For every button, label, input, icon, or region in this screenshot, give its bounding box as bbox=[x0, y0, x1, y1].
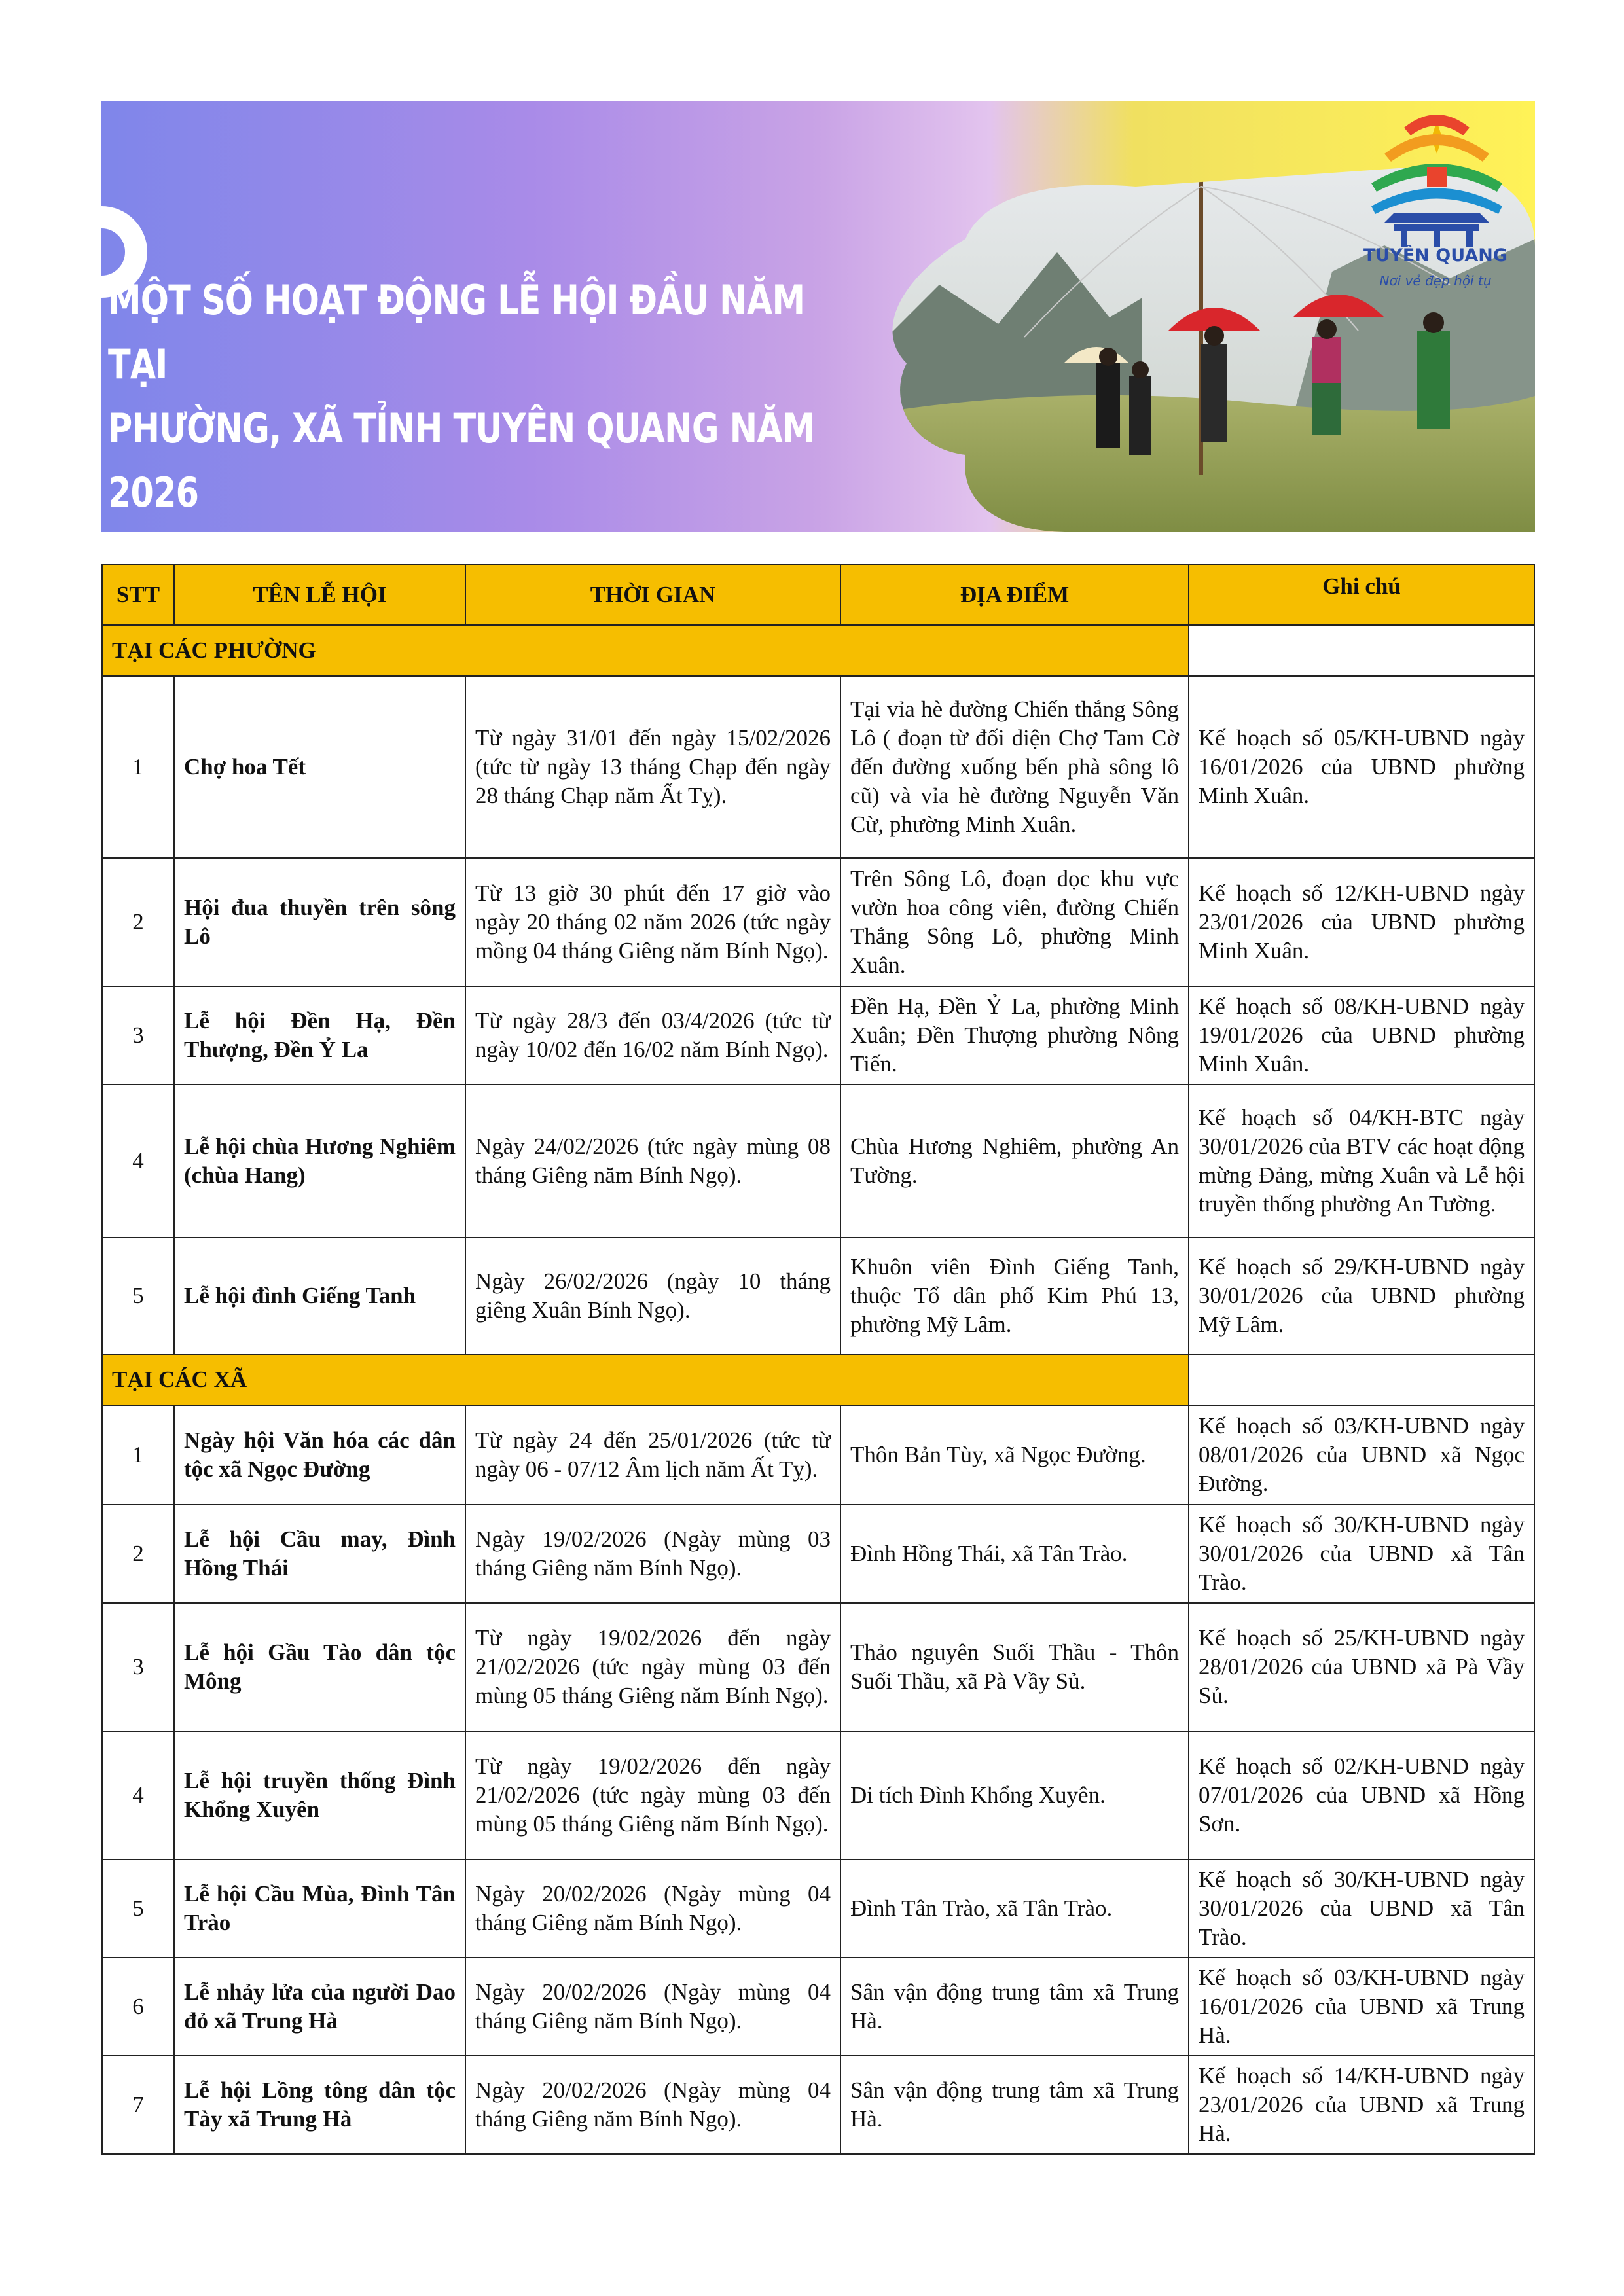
title-line-1: MỘT SỐ HOẠT ĐỘNG LỄ HỘI ĐẦU NĂM TẠI bbox=[108, 276, 805, 388]
table-row bbox=[102, 2056, 1534, 2154]
logo-slogan: Nơi vẻ đẹp hội tụ bbox=[1379, 273, 1492, 289]
row-time: Từ ngày 19/02/2026 đến ngày 21/02/2026 (tức ngày mùng 03 đến mùng 05 tháng Giêng năm Bính Ngọ). bbox=[465, 1603, 840, 1731]
table-row bbox=[102, 1603, 1534, 1731]
row-stt: 5 bbox=[102, 1238, 174, 1354]
row-festival-name: Chợ hoa Tết bbox=[174, 676, 465, 858]
section-empty-cell bbox=[1189, 625, 1534, 676]
row-time: Ngày 26/02/2026 (ngày 10 tháng giêng Xuân Bính Ngọ). bbox=[465, 1238, 840, 1354]
row-stt: 3 bbox=[102, 986, 174, 1085]
row-location: Di tích Đình Khổng Xuyên. bbox=[840, 1731, 1189, 1859]
table-row bbox=[102, 1731, 1534, 1859]
row-time: Từ ngày 19/02/2026 đến ngày 21/02/2026 (tức ngày mùng 03 đến mùng 05 tháng Giêng năm Bính Ngọ). bbox=[465, 1731, 840, 1859]
table-row bbox=[102, 1958, 1534, 2056]
table-row bbox=[102, 1505, 1534, 1603]
row-note: Kế hoạch số 03/KH-UBND ngày 16/01/2026 của UBND xã Trung Hà. bbox=[1189, 1958, 1534, 2056]
row-location: Sân vận động trung tâm xã Trung Hà. bbox=[840, 1958, 1189, 2056]
row-stt: 2 bbox=[102, 858, 174, 986]
row-time: Từ ngày 24 đến 25/01/2026 (tức từ ngày 06 - 07/12 Âm lịch năm Ất Tỵ). bbox=[465, 1405, 840, 1505]
row-time: Từ ngày 31/01 đến ngày 15/02/2026 (tức từ ngày 13 tháng Chạp đến ngày 28 tháng Chạp năm Ất Tỵ). bbox=[465, 676, 840, 858]
row-note: Kế hoạch số 30/KH-UBND ngày 30/01/2026 của UBND xã Tân Trào. bbox=[1189, 1505, 1534, 1603]
table-row bbox=[102, 676, 1534, 858]
row-stt: 1 bbox=[102, 1405, 174, 1505]
row-location: Thôn Bản Tùy, xã Ngọc Đường. bbox=[840, 1405, 1189, 1505]
table-row bbox=[102, 858, 1534, 986]
row-note: Kế hoạch số 04/KH-BTC ngày 30/01/2026 của BTV các hoạt động mừng Đảng, mừng Xuân và Lễ hội truyền thống phường An Tường. bbox=[1189, 1085, 1534, 1238]
row-time: Từ ngày 28/3 đến 03/4/2026 (tức từ ngày 10/02 đến 16/02 năm Bính Ngọ). bbox=[465, 986, 840, 1085]
title-line-2: PHƯỜNG, XÃ TỈNH TUYÊN QUANG NĂM 2026 bbox=[108, 404, 815, 516]
row-location: Sân vận động trung tâm xã Trung Hà. bbox=[840, 2056, 1189, 2154]
row-location: Đình Hồng Thái, xã Tân Trào. bbox=[840, 1505, 1189, 1603]
row-location: Tại vỉa hè đường Chiến thắng Sông Lô ( đoạn từ đối diện Chợ Tam Cờ đến đường xuống bến phà sông lô cũ) và vỉa hè đường Nguyễn Văn Cừ, phường Minh Xuân. bbox=[840, 676, 1189, 858]
row-stt: 6 bbox=[102, 1958, 174, 2056]
row-note: Kế hoạch số 02/KH-UBND ngày 07/01/2026 của UBND xã Hồng Sơn. bbox=[1189, 1731, 1534, 1859]
table-row bbox=[102, 1085, 1534, 1238]
row-location: Trên Sông Lô, đoạn dọc khu vực vườn hoa công viên, đường Chiến Thắng Sông Lô, phường Minh Xuân. bbox=[840, 858, 1189, 986]
row-time: Ngày 24/02/2026 (tức ngày mùng 08 tháng Giêng năm Bính Ngọ). bbox=[465, 1085, 840, 1238]
row-stt: 1 bbox=[102, 676, 174, 858]
table-header-row bbox=[102, 565, 1534, 625]
row-festival-name: Lễ hội Cầu Mùa, Đình Tân Trào bbox=[174, 1859, 465, 1958]
section-row-communes bbox=[102, 1354, 1534, 1405]
row-note: Kế hoạch số 05/KH-UBND ngày 16/01/2026 của UBND phường Minh Xuân. bbox=[1189, 676, 1534, 858]
row-note: Kế hoạch số 08/KH-UBND ngày 19/01/2026 của UBND phường Minh Xuân. bbox=[1189, 986, 1534, 1085]
row-time: Ngày 19/02/2026 (Ngày mùng 03 tháng Giêng năm Bính Ngọ). bbox=[465, 1505, 840, 1603]
table-row bbox=[102, 986, 1534, 1085]
row-stt: 7 bbox=[102, 2056, 174, 2154]
row-time: Ngày 20/02/2026 (Ngày mùng 04 tháng Giêng năm Bính Ngọ). bbox=[465, 1958, 840, 2056]
row-festival-name: Hội đua thuyền trên sông Lô bbox=[174, 858, 465, 986]
table-row bbox=[102, 1405, 1534, 1505]
row-note: Kế hoạch số 30/KH-UBND ngày 30/01/2026 của UBND xã Tân Trào. bbox=[1189, 1859, 1534, 1958]
row-location: Chùa Hương Nghiêm, phường An Tường. bbox=[840, 1085, 1189, 1238]
row-stt: 5 bbox=[102, 1859, 174, 1958]
row-festival-name: Ngày hội Văn hóa các dân tộc xã Ngọc Đường bbox=[174, 1405, 465, 1505]
row-festival-name: Lễ hội đình Giếng Tanh bbox=[174, 1238, 465, 1354]
logo-name: TUYÊN QUANG bbox=[1363, 245, 1508, 266]
row-location: Khuôn viên Đình Giếng Tanh, thuộc Tổ dân phố Kim Phú 13, phường Mỹ Lâm. bbox=[840, 1238, 1189, 1354]
header-time: THỜI GIAN bbox=[465, 565, 840, 625]
row-stt: 4 bbox=[102, 1085, 174, 1238]
header-stt: STT bbox=[102, 565, 174, 625]
row-time: Từ 13 giờ 30 phút đến 17 giờ vào ngày 20 tháng 02 năm 2026 (tức ngày mồng 04 tháng Giêng năm Bính Ngọ). bbox=[465, 858, 840, 986]
header-festival-name: TÊN LỄ HỘI bbox=[174, 565, 465, 625]
row-festival-name: Lễ nhảy lửa của người Dao đỏ xã Trung Hà bbox=[174, 1958, 465, 2056]
row-location: Đình Tân Trào, xã Tân Trào. bbox=[840, 1859, 1189, 1958]
row-festival-name: Lễ hội chùa Hương Nghiêm (chùa Hang) bbox=[174, 1085, 465, 1238]
row-time: Ngày 20/02/2026 (Ngày mùng 04 tháng Giêng năm Bính Ngọ). bbox=[465, 2056, 840, 2154]
row-stt: 3 bbox=[102, 1603, 174, 1731]
header-location: ĐỊA ĐIỂM bbox=[840, 565, 1189, 625]
row-location: Thảo nguyên Suối Thầu - Thôn Suối Thầu, xã Pà Vầy Sủ. bbox=[840, 1603, 1189, 1731]
table-row bbox=[102, 1238, 1534, 1354]
row-festival-name: Lễ hội Lồng tông dân tộc Tày xã Trung Hà bbox=[174, 2056, 465, 2154]
row-festival-name: Lễ hội Gầu Tào dân tộc Mông bbox=[174, 1603, 465, 1731]
page-title bbox=[108, 268, 833, 525]
section-title: TẠI CÁC PHƯỜNG bbox=[102, 625, 1189, 676]
row-festival-name: Lễ hội Cầu may, Đình Hồng Thái bbox=[174, 1505, 465, 1603]
row-note: Kế hoạch số 12/KH-UBND ngày 23/01/2026 của UBND phường Minh Xuân. bbox=[1189, 858, 1534, 986]
festival-table bbox=[101, 564, 1535, 2155]
section-row-wards bbox=[102, 625, 1534, 676]
row-note: Kế hoạch số 14/KH-UBND ngày 23/01/2026 của UBND xã Trung Hà. bbox=[1189, 2056, 1534, 2154]
row-note: Kế hoạch số 03/KH-UBND ngày 08/01/2026 của UBND xã Ngọc Đường. bbox=[1189, 1405, 1534, 1505]
header-banner bbox=[101, 101, 1535, 532]
section-title: TẠI CÁC XÃ bbox=[102, 1354, 1189, 1405]
row-time: Ngày 20/02/2026 (Ngày mùng 04 tháng Giêng năm Bính Ngọ). bbox=[465, 1859, 840, 1958]
row-note: Kế hoạch số 29/KH-UBND ngày 30/01/2026 của UBND phường Mỹ Lâm. bbox=[1189, 1238, 1534, 1354]
row-stt: 4 bbox=[102, 1731, 174, 1859]
row-festival-name: Lễ hội truyền thống Đình Khổng Xuyên bbox=[174, 1731, 465, 1859]
header-note: Ghi chú bbox=[1189, 565, 1534, 625]
section-empty-cell bbox=[1189, 1354, 1534, 1405]
row-location: Đền Hạ, Đền Ỷ La, phường Minh Xuân; Đền Thượng phường Nông Tiến. bbox=[840, 986, 1189, 1085]
row-festival-name: Lễ hội Đền Hạ, Đền Thượng, Đền Ỷ La bbox=[174, 986, 465, 1085]
table-row bbox=[102, 1859, 1534, 1958]
row-stt: 2 bbox=[102, 1505, 174, 1603]
row-note: Kế hoạch số 25/KH-UBND ngày 28/01/2026 của UBND xã Pà Vầy Sủ. bbox=[1189, 1603, 1534, 1731]
